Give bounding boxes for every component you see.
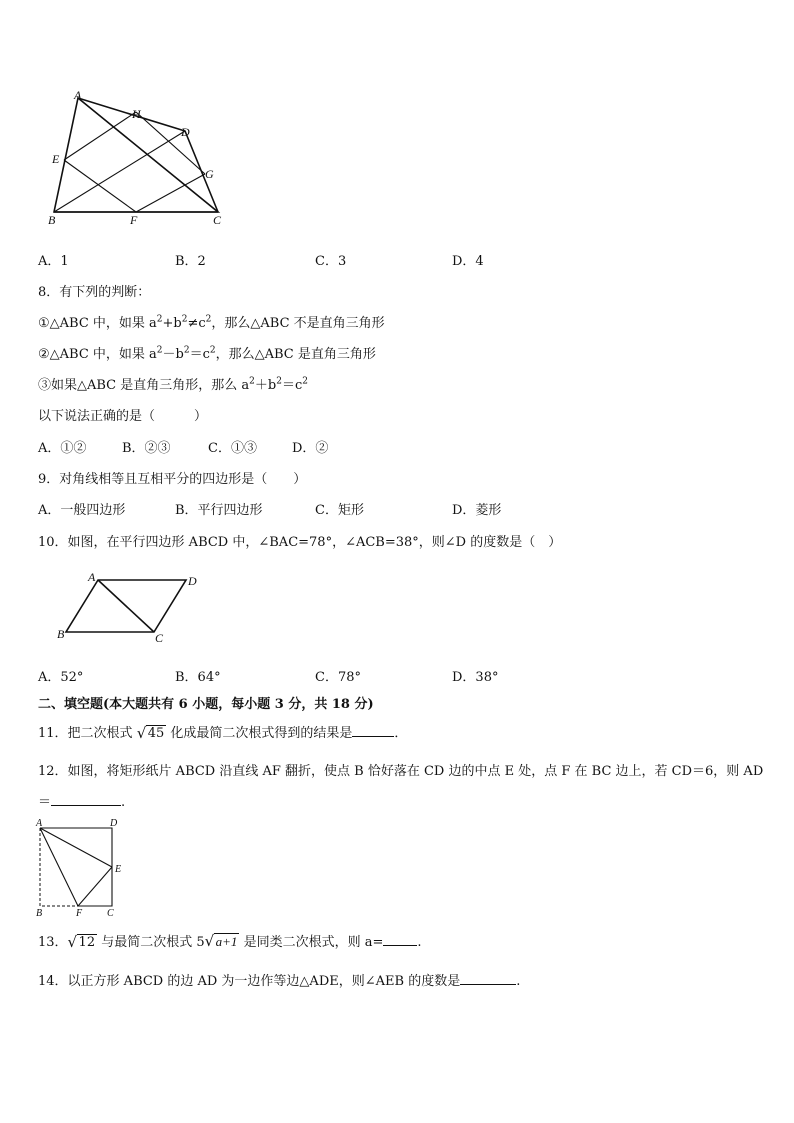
q9-option-d: D．菱形: [452, 503, 502, 518]
q9-option-c: C．矩形: [315, 503, 364, 518]
q10-option-b: B．64°: [175, 670, 221, 685]
q8-statement-2: ②△ABC 中，如果 $a^2-b^2=c^2$，那么△ABC 是直角三角形: [38, 345, 376, 362]
fig3-label-a: A: [36, 818, 43, 829]
fig2-label-c: C: [155, 631, 164, 645]
q8-statement-3: ③如果△ABC 是直角三角形，那么 $a^2+b^2=c^2$: [38, 376, 308, 393]
q12-answer-blank[interactable]: [51, 793, 121, 806]
fig3-label-d: D: [110, 818, 118, 829]
q7-option-c: C．3: [315, 254, 347, 269]
q13-radical-1: √ 12: [67, 933, 96, 951]
q9-option-b: B．平行四边形: [175, 503, 263, 518]
q10-option-a: A．52°: [38, 670, 84, 685]
q8-option-a: A．①②: [38, 441, 87, 456]
q10-option-c: C．78°: [315, 670, 361, 685]
q7-option-a: A．1: [38, 254, 69, 269]
fig3-label-e: E: [115, 864, 122, 875]
q8-stem: 8．有下列的判断：: [38, 285, 151, 300]
q10-stem: 10．如图，在平行四边形 ABCD 中，∠BAC=78°，∠ACB=38°，则∠D 的度数是（ ）: [38, 535, 562, 550]
q13: 13． √ 12 与最简二次根式 5 √ a+1 是同类二次根式，则 a= .: [38, 932, 422, 951]
q8-option-d: D．②: [292, 441, 329, 456]
fig1-label-e: E: [52, 152, 60, 166]
section-fill-in-heading: 二、填空题(本大题共有 6 小题，每小题 3 分，共 18 分): [38, 697, 374, 712]
figure-quadrilateral-efgh: [40, 88, 240, 228]
q7-option-d: D．4: [452, 254, 484, 269]
fig1-label-g: G: [205, 167, 214, 181]
q14-answer-blank[interactable]: [460, 972, 516, 985]
q12-line2: ＝ .: [38, 795, 126, 810]
fig2-label-a: A: [88, 570, 96, 584]
fig3-label-f: F: [76, 908, 83, 918]
fig2-label-d: D: [188, 574, 197, 588]
q13-answer-blank[interactable]: [383, 933, 417, 946]
figure-rectangle-fold: [32, 814, 132, 918]
q11-radical: √ 45: [136, 724, 165, 742]
fig1-label-c: C: [213, 213, 222, 227]
q7-option-b: B．2: [175, 254, 206, 269]
q9-option-a: A．一般四边形: [38, 503, 126, 518]
q10-option-d: D．38°: [452, 670, 499, 685]
fig1-label-a: A: [74, 88, 82, 102]
q13-radical-2: √ a+1: [204, 932, 238, 950]
figure-parallelogram-abcd: [54, 570, 214, 648]
fig3-label-b: B: [36, 908, 43, 918]
q8-option-c: C．①③: [208, 441, 257, 456]
q11: 11．把二次根式 √ 45 化成最简二次根式得到的结果是 ．: [38, 724, 408, 742]
fig1-label-d: D: [181, 125, 190, 139]
q12-line1: 12．如图，将矩形纸片 ABCD 沿直线 AF 翻折，使点 B 恰好落在 CD 边的中点 E 处，点 F 在 BC 边上，若 CD＝6，则 AD: [38, 764, 764, 779]
q14: 14．以正方形 ABCD 的边 AD 为一边作等边△ADE，则∠AEB 的度数是 .: [38, 974, 521, 989]
fig1-label-f: F: [130, 213, 138, 227]
q8-statement-1: ①△ABC 中，如果 $a^2+b^2\ne c^2$，那么△ABC 不是直角三角形: [38, 314, 385, 331]
fig1-label-h: H: [132, 107, 141, 121]
fig2-label-b: B: [57, 627, 65, 641]
q11-answer-blank[interactable]: [352, 724, 394, 737]
q9-stem: 9．对角线相等且互相平分的四边形是（ ）: [38, 472, 307, 487]
fig3-label-c: C: [107, 908, 114, 918]
fig1-label-b: B: [48, 213, 56, 227]
q8-ask: 以下说法正确的是（ ）: [38, 409, 208, 424]
q8-option-b: B．②③: [122, 441, 171, 456]
